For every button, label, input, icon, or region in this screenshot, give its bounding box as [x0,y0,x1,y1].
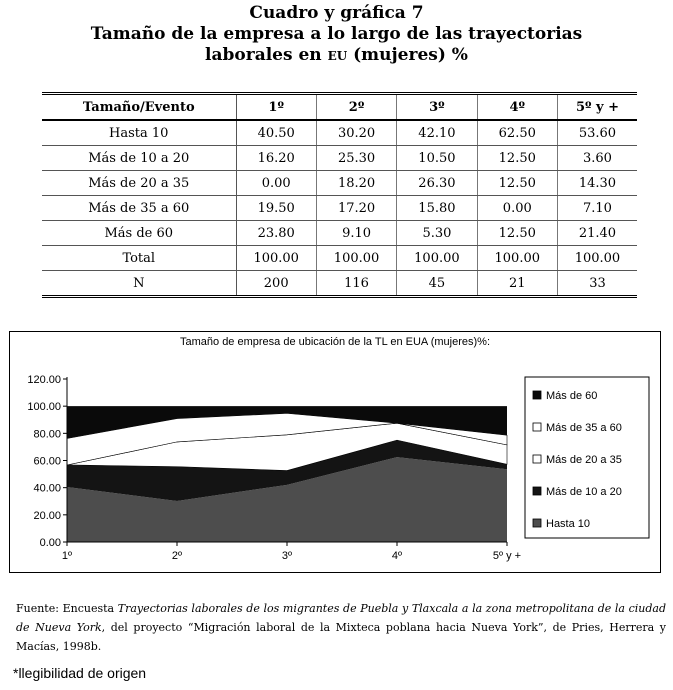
chart-frame [9,331,661,573]
table-row [42,196,637,221]
table-row [42,120,637,146]
table-cell: 18.20 [316,171,396,196]
source-label: Fuente: Encuesta [16,602,115,615]
y-tick-label: 20.00 [33,509,61,522]
column-header-event: 5º y + [557,94,637,121]
table-cell: 40.50 [236,120,316,146]
subtitle-suffix: (mujeres) % [353,45,468,65]
table-cell: 16.20 [236,146,316,171]
y-tick-label: 0.00 [39,537,61,549]
table-cell: 15.80 [397,196,477,221]
column-header-event: 2º [316,94,396,121]
table-cell: 33 [557,271,637,297]
table-cell: 53.60 [557,120,637,146]
y-tick-label: 60.00 [33,455,61,468]
table-cell: 116 [316,271,396,297]
table-row [42,146,637,171]
y-tick-label: 100.00 [27,401,61,414]
x-tick-label: 1º [61,550,73,562]
table-header-row [42,94,637,121]
column-header-event: 4º [477,94,557,121]
table-cell: 25.30 [316,146,396,171]
x-tick-label: 2º [171,550,183,562]
legend-label: Más de 60 [546,390,598,402]
legend-swatch [533,391,541,399]
legend-label: Hasta 10 [546,518,591,530]
x-tick-label: 5º y + [492,550,522,562]
table-cell: 30.20 [316,120,396,146]
table-cell: 0.00 [236,171,316,196]
legend-label: Más de 10 a 20 [546,486,622,498]
table-cell: 12.50 [477,171,557,196]
table-cell: 200 [236,271,316,297]
legend-swatch [533,519,541,527]
table-row [42,246,637,271]
table-cell: 17.20 [316,196,396,221]
column-header-event: 1º [236,94,316,121]
table-cell: 26.30 [397,171,477,196]
column-header-label: Tamaño/Evento [42,94,236,121]
x-tick-label: 3º [281,550,293,562]
y-tick-label: 80.00 [33,428,61,441]
figure-title: Cuadro y gráfica 7 [249,3,424,23]
source-survey-title: Trayectorias laborales de los migrantes de Puebla y Tlaxcala a la zona metropolitana de la ciudad de Nueva York [16,602,667,634]
table-cell: 12.50 [477,221,557,246]
table-cell: 100.00 [477,246,557,271]
table-cell: 12.50 [477,146,557,171]
table-row [42,271,637,297]
table-cell: 21 [477,271,557,297]
table-cell: 100.00 [236,246,316,271]
table-cell: 5.30 [397,221,477,246]
legend-swatch [533,487,541,495]
table-cell: 21.40 [557,221,637,246]
table-cell: 10.50 [397,146,477,171]
table-cell: 14.30 [557,171,637,196]
table-row [42,171,637,196]
table-cell: 62.50 [477,120,557,146]
row-label: Más de 35 a 60 [42,196,236,221]
table-cell: 3.60 [557,146,637,171]
row-label: Más de 10 a 20 [42,146,236,171]
row-label: Hasta 10 [42,120,236,146]
legend-swatch [533,423,541,431]
table-cell: 100.00 [557,246,637,271]
legend-swatch [533,455,541,463]
x-tick-label: 4º [391,550,403,562]
row-label: N [42,271,236,297]
y-tick-label: 120.00 [27,374,61,386]
subtitle-prefix: laborales en [205,45,322,65]
table-cell: 45 [397,271,477,297]
row-label: Más de 60 [42,221,236,246]
row-label: Más de 20 a 35 [42,171,236,196]
source-note [16,599,666,656]
source-rest: , del proyecto “Migración laboral de la Mixteca poblana hacia Nueva York”, de Pries, Herrera y Macías, 1998b. [16,621,666,653]
legend-label: Más de 35 a 60 [546,422,622,434]
data-table [42,92,637,298]
area-chart [10,332,660,572]
subtitle-country: EU [327,49,348,63]
chart-title: Tamaño de empresa de ubicación de la TL en EUA (mujeres)%: [180,336,490,348]
row-label: Total [42,246,236,271]
legibility-note: *llegibilidad de origen [13,665,147,681]
table-cell: 23.80 [236,221,316,246]
table-cell: 42.10 [397,120,477,146]
table-cell: 100.00 [397,246,477,271]
table-cell: 0.00 [477,196,557,221]
table-cell: 100.00 [316,246,396,271]
legend-label: Más de 20 a 35 [546,454,622,466]
table-row [42,221,637,246]
table-cell: 7.10 [557,196,637,221]
figure-subtitle: Tamaño de la empresa a lo largo de las trayectorias [90,24,583,44]
table-cell: 19.50 [236,196,316,221]
figure-subtitle-line3 [0,45,673,67]
y-tick-label: 40.00 [33,482,61,495]
column-header-event: 3º [397,94,477,121]
table-cell: 9.10 [316,221,396,246]
